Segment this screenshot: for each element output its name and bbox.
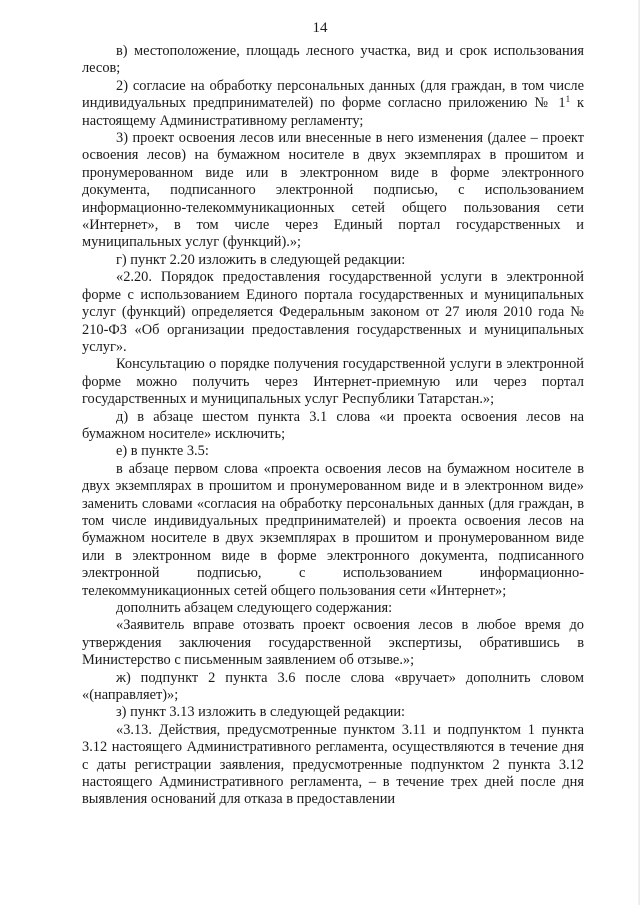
paragraph-location: в) местоположение, площадь лесного участка, вид и срок использования лесов;: [82, 43, 584, 77]
paragraph-consent-tail: к настоящему Административному регламенту;: [82, 95, 585, 129]
paragraph-consultation: Консультацию о порядке получения государственной услуги в электронной форме можно получить через Интернет-приемную или через портал государственных и муниципальных услуг Республики Татарстан.»;: [82, 356, 584, 408]
paragraph-applicant-withdraw: «Заявитель вправе отозвать проект освоения лесов в любое время до утверждения заключения государственной экспертизы, обратившись в Министерство с письменным заявлением об отзыве.»;: [82, 617, 584, 669]
paragraph-add-abzac: дополнить абзацем следующего содержания:: [116, 600, 393, 616]
paragraph-forest-project: 3) проект освоения лесов или внесенные в него изменения (далее – проект освоения лесов) на бумажном носителе в двух экземплярах в прошитом и пронумерованном виде или в электронном виде в форме электронного документа, подписанного электронной подписью, с использованием информационно-телекоммуникационных сетей общего пользования сети «Интернет», в том числе через Единый портал государственных и муниципальных услуг (функций).»;: [82, 130, 584, 251]
paragraph-3-13: «3.13. Действия, предусмотренные пунктом 3.11 и подпунктом 1 пункта 3.12 настоящего Административного регламента, осуществляются в течение дня с даты регистрации заявления, предусмотренные подпунктом 2 пункта 3.12 настоящего Административного регламента, – в течение трех дней после дня выявления оснований для отказа в предоставлении: [82, 721, 584, 808]
paragraph-consent-text: 2) согласие на обработку персональных данных (для граждан, в том числе индивидуальных предпринимателей) по форме согласно приложению № 1: [82, 77, 584, 112]
footnote-marker: 1: [565, 94, 571, 105]
paragraph-item-z: з) пункт 3.13 изложить в следующей редакции:: [116, 704, 406, 721]
document-body: [82, 43, 584, 809]
paragraph-2-20: «2.20. Порядок предоставления государственной услуги в электронной форме с использованием Единого портала государственных и муниципальных услуг (функций) определяется Федеральным законом от 27 июля 2010 года № 210-ФЗ «Об организации предоставления государственных и муниципальных услуг».: [82, 269, 584, 355]
paragraph-item-e: е) в пункте 3.5:: [116, 443, 209, 460]
paragraph-item-g: г) пункт 2.20 изложить в следующей редакции:: [116, 251, 406, 268]
paragraph-item-d: д) в абзаце шестом пункта 3.1 слова «и проекта освоения лесов на бумажном носителе» исключить;: [82, 408, 584, 442]
paragraph-first-abzac: в абзаце первом слова «проекта освоения лесов на бумажном носителе в двух экземплярах в прошитом и пронумерованном виде и в электронном виде» заменить словами «согласия на обработку персональных данных (для граждан, в том числе индивидуальных предпринимателей) и проекта освоения лесов на бумажном носителе в двух экземплярах в прошитом и пронумерованном виде или в электронном виде в форме электронного документа, подписанного электронной подписью, с использованием информационно-телекоммуникационных сетей общего пользования сети «Интернет»;: [82, 460, 584, 599]
paragraph-consent: [82, 78, 584, 130]
page-number: 14: [312, 20, 328, 36]
paragraph-item-zh: ж) подпункт 2 пункта 3.6 после слова «вручает» дополнить словом «(направляет)»;: [82, 669, 584, 704]
